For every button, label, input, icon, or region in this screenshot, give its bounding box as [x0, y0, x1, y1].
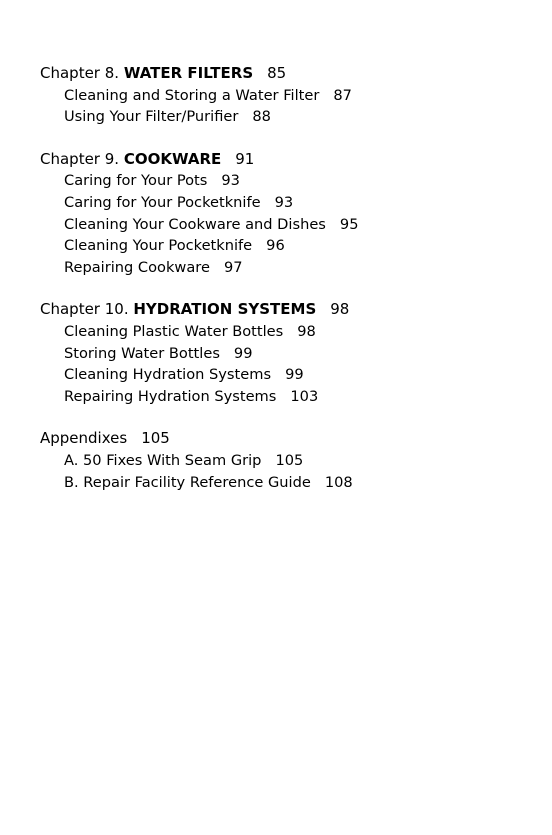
page-number: 98: [297, 322, 316, 340]
entry-label: Cleaning Plastic Water Bottles: [64, 322, 284, 340]
toc-entry[interactable]: [40, 106, 520, 128]
page-number: 108: [324, 473, 353, 491]
toc-section-chapter-8: [40, 63, 520, 128]
toc-entry[interactable]: [40, 472, 520, 494]
toc-entry[interactable]: [40, 192, 520, 214]
chapter-title: COOKWARE: [123, 149, 222, 168]
entry-label: B. Repair Facility Reference Guide: [64, 473, 311, 491]
appendix-label: Appendixes: [40, 429, 128, 448]
page-number: 105: [275, 451, 304, 469]
entry-label: Cleaning and Storing a Water Filter: [64, 86, 320, 104]
page-number: 105: [141, 429, 170, 448]
page-number: 99: [285, 366, 304, 384]
toc-section-chapter-10: [40, 299, 520, 407]
entry-label: Repairing Cookware: [64, 258, 210, 276]
page-number: 98: [330, 300, 350, 319]
toc-entry[interactable]: [40, 343, 520, 365]
entry-label: Cleaning Your Pocketknife: [64, 237, 253, 255]
page-number: 103: [290, 387, 319, 405]
entry-label: Repairing Hydration Systems: [64, 387, 277, 405]
page-number: 93: [274, 193, 294, 211]
chapter-heading[interactable]: [40, 63, 520, 85]
page-number: 99: [233, 344, 253, 362]
appendix-heading[interactable]: [40, 428, 520, 450]
chapter-prefix: Chapter 8.: [40, 64, 124, 82]
page-number: 87: [333, 86, 352, 104]
chapter-heading[interactable]: [40, 149, 520, 171]
toc-entry[interactable]: [40, 235, 520, 257]
toc-entry[interactable]: [40, 321, 520, 343]
toc-entry[interactable]: [40, 450, 520, 472]
chapter-title: HYDRATION SYSTEMS: [133, 300, 317, 319]
toc-section-appendixes: [40, 428, 520, 493]
page-number: 85: [267, 64, 287, 82]
page-number: 96: [266, 237, 285, 255]
entry-label: Caring for Your Pocketknife: [64, 193, 261, 211]
chapter-heading[interactable]: [40, 299, 520, 321]
chapter-title: WATER FILTERS: [123, 64, 254, 82]
toc-entry[interactable]: [40, 386, 520, 408]
entry-label: Storing Water Bottles: [64, 344, 220, 362]
toc-entry[interactable]: [40, 364, 520, 386]
page-number: 88: [252, 108, 271, 126]
toc-entry[interactable]: [40, 214, 520, 236]
toc-entry[interactable]: [40, 257, 520, 279]
entry-label: Caring for Your Pots: [64, 172, 208, 190]
toc-entry[interactable]: [40, 85, 520, 107]
page-number: 95: [339, 215, 359, 233]
entry-label: Using Your Filter/Purifier: [64, 108, 239, 126]
page-number: 97: [223, 258, 243, 276]
table-of-contents: [40, 63, 520, 514]
toc-entry[interactable]: [40, 170, 520, 192]
page-number: 91: [235, 149, 255, 168]
chapter-prefix: Chapter 9.: [40, 149, 124, 168]
chapter-prefix: Chapter 10.: [40, 300, 134, 319]
entry-label: Cleaning Hydration Systems: [64, 366, 272, 384]
entry-label: A. 50 Fixes With Seam Grip: [64, 451, 262, 469]
entry-label: Cleaning Your Cookware and Dishes: [64, 215, 326, 233]
toc-section-chapter-9: [40, 149, 520, 279]
page-number: 93: [221, 172, 240, 190]
